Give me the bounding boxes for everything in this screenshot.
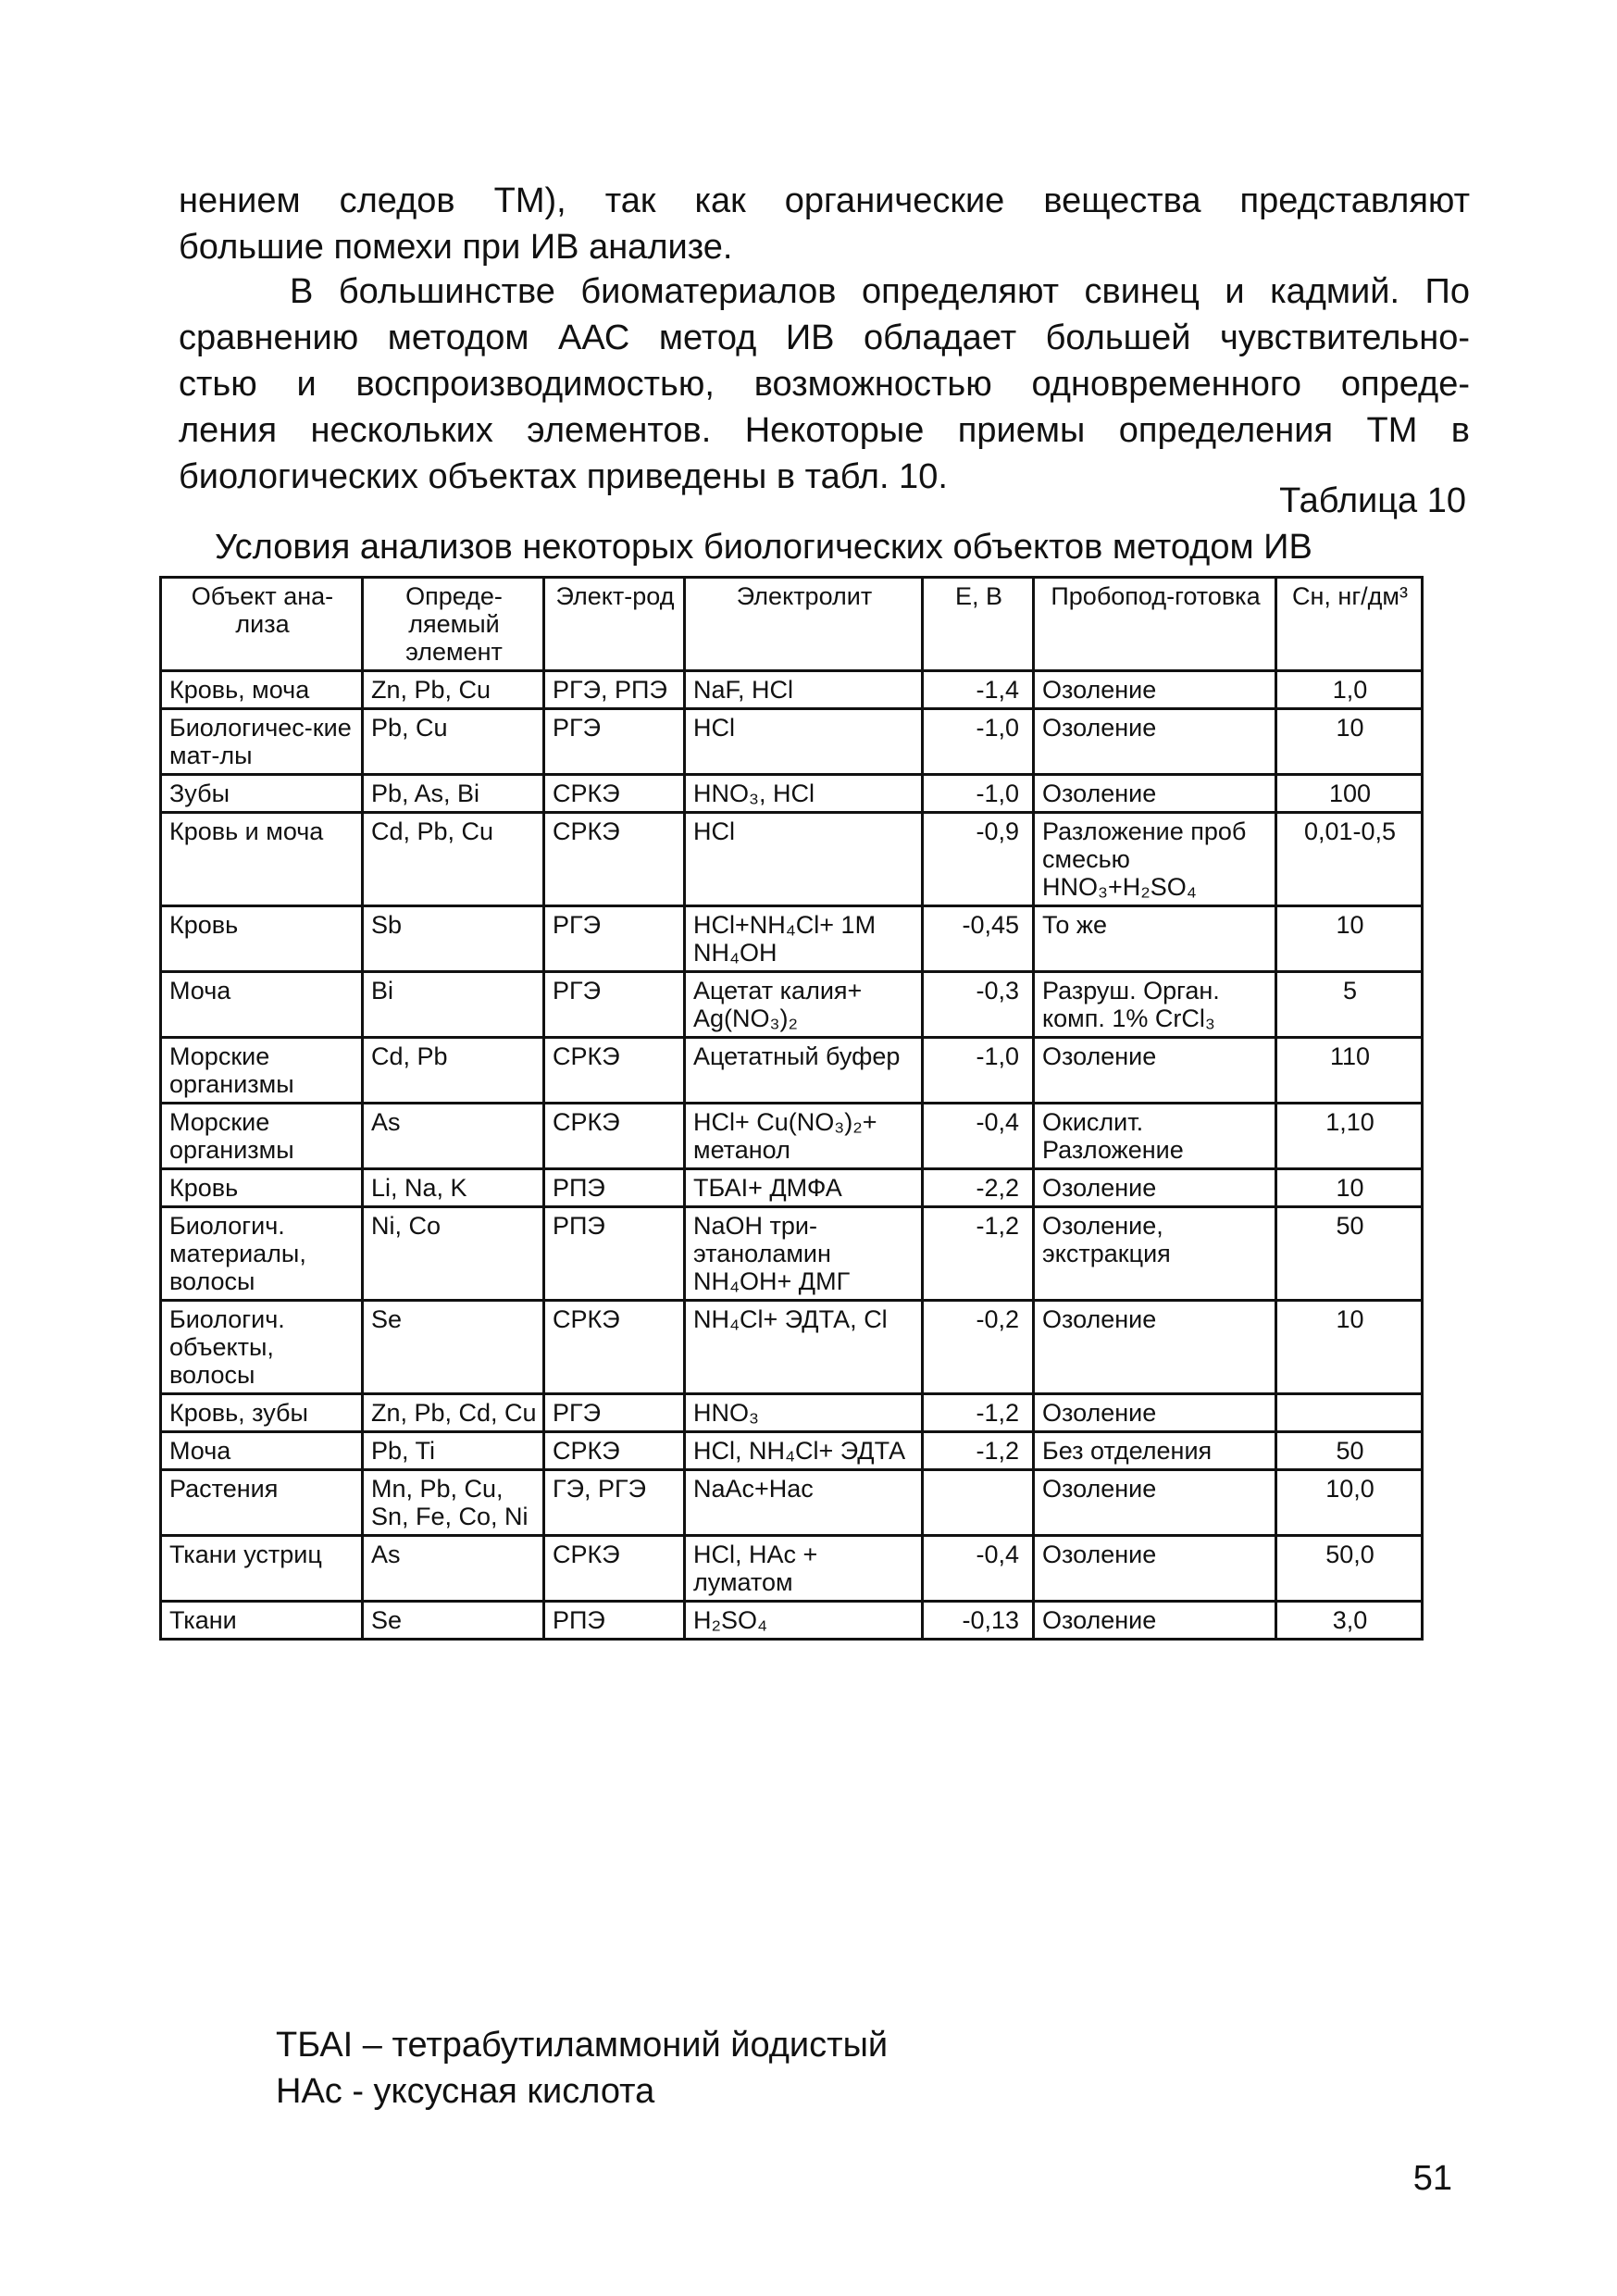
paragraph-line: сравнению методом ААС метод ИВ обладает большей чувствительно- [179,318,1470,357]
element-cell: Pb, As, Bi [363,775,544,813]
column-header: Пробопод-готовка [1034,578,1276,671]
table-row [161,972,1423,1038]
preparation-cell: Озоление [1034,1301,1276,1394]
preparation-cell: Озоление [1034,775,1276,813]
electrolyte-cell: HCl [685,813,923,906]
concentration-cell: 10 [1276,1169,1423,1207]
potential-cell: -1,0 [923,775,1034,813]
element-cell: Bi [363,972,544,1038]
electrode-cell: РПЭ [544,1602,685,1640]
intro-paragraph [179,178,1470,270]
object-cell: Ткани [161,1602,363,1640]
potential-cell: -1,2 [923,1432,1034,1470]
paragraph-line: В большинстве биоматериалов определяют свинец и кадмий. По [290,272,1470,311]
electrolyte-cell: HCl+ Cu(NO₃)₂+ метанол [685,1104,923,1169]
electrolyte-cell: NaOH три-этаноламин NH₄OH+ ДМГ [685,1207,923,1301]
electrolyte-cell: Ацетатный буфер [685,1038,923,1104]
element-cell: Zn, Pb, Cu [363,671,544,709]
potential-cell: -0,13 [923,1602,1034,1640]
preparation-cell: Озоление [1034,1038,1276,1104]
concentration-cell: 1,10 [1276,1104,1423,1169]
element-cell: Cd, Pb, Cu [363,813,544,906]
paragraph-line: биологических объектах приведены в табл. 10. [179,457,948,496]
object-cell: Кровь и моча [161,813,363,906]
table-label: Таблица 10 [1279,481,1466,520]
object-cell: Кровь, моча [161,671,363,709]
electrode-cell: РГЭ [544,1394,685,1432]
column-header: Объект ана-лиза [161,578,363,671]
electrode-cell: РПЭ [544,1207,685,1301]
paragraph-line: большие помехи при ИВ анализе. [179,228,733,267]
preparation-cell: Озоление [1034,1536,1276,1602]
electrolyte-cell: Ацетат калия+ Ag(NO₃)₂ [685,972,923,1038]
object-cell: Растения [161,1470,363,1536]
table-row [161,1169,1423,1207]
paragraph-line: ления нескольких элементов. Некоторые приемы определения ТМ в [179,411,1470,450]
table-header-row [161,578,1423,671]
concentration-cell: 10 [1276,1301,1423,1394]
potential-cell: -0,2 [923,1301,1034,1394]
preparation-cell: Разруш. Орган. комп. 1% CrCl₃ [1034,972,1276,1038]
object-cell: Биологич. материалы, волосы [161,1207,363,1301]
potential-cell [923,1470,1034,1536]
concentration-cell: 10 [1276,906,1423,972]
concentration-cell: 0,01-0,5 [1276,813,1423,906]
preparation-cell: Окислит. Разложение [1034,1104,1276,1169]
electrode-cell: РГЭ [544,972,685,1038]
concentration-cell: 3,0 [1276,1602,1423,1640]
element-cell: Pb, Ti [363,1432,544,1470]
preparation-cell: Озоление, экстракция [1034,1207,1276,1301]
potential-cell: -1,0 [923,709,1034,775]
column-header: Элект-род [544,578,685,671]
electrode-cell: РПЭ [544,1169,685,1207]
concentration-cell: 10,0 [1276,1470,1423,1536]
footnote-hac: НАс - уксусная кислота [276,2072,655,2111]
electrolyte-cell: HCl [685,709,923,775]
electrode-cell: РГЭ [544,709,685,775]
element-cell: Ni, Co [363,1207,544,1301]
analysis-conditions-table [159,576,1424,1641]
potential-cell: -0,3 [923,972,1034,1038]
table-row [161,775,1423,813]
concentration-cell: 5 [1276,972,1423,1038]
element-cell: Li, Na, K [363,1169,544,1207]
element-cell: As [363,1536,544,1602]
column-header: Е, В [923,578,1034,671]
page-number: 51 [1412,2159,1452,2198]
potential-cell: -0,4 [923,1536,1034,1602]
electrode-cell: СРКЭ [544,1104,685,1169]
concentration-cell: 1,0 [1276,671,1423,709]
object-cell: Зубы [161,775,363,813]
object-cell: Морские организмы [161,1038,363,1104]
electrode-cell: РГЭ, РПЭ [544,671,685,709]
table-row [161,1038,1423,1104]
object-cell: Кровь, зубы [161,1394,363,1432]
preparation-cell: Озоление [1034,709,1276,775]
potential-cell: -1,0 [923,1038,1034,1104]
table-row [161,1104,1423,1169]
preparation-cell: Разложение проб смесью HNO₃+H₂SO₄ [1034,813,1276,906]
element-cell: Se [363,1602,544,1640]
element-cell: Pb, Cu [363,709,544,775]
column-header: Электролит [685,578,923,671]
concentration-cell [1276,1394,1423,1432]
concentration-cell: 50,0 [1276,1536,1423,1602]
object-cell: Морские организмы [161,1104,363,1169]
table-row [161,1536,1423,1602]
element-cell: Zn, Pb, Cd, Cu [363,1394,544,1432]
concentration-cell: 10 [1276,709,1423,775]
electrode-cell: СРКЭ [544,1432,685,1470]
electrolyte-cell: HCl, NH₄Cl+ ЭДТА [685,1432,923,1470]
preparation-cell: То же [1034,906,1276,972]
table-row [161,709,1423,775]
preparation-cell: Озоление [1034,1169,1276,1207]
potential-cell: -1,2 [923,1207,1034,1301]
preparation-cell: Озоление [1034,1470,1276,1536]
electrolyte-cell: HNO₃ [685,1394,923,1432]
paragraph-line: нением следов ТМ), так как органические вещества представляют [179,181,1470,220]
electrolyte-cell: HCl+NH₄Cl+ 1M NH₄OH [685,906,923,972]
table-title: Условия анализов некоторых биологических объектов методом ИВ [215,528,1312,567]
table-row [161,671,1423,709]
table-row [161,1207,1423,1301]
concentration-cell: 50 [1276,1432,1423,1470]
preparation-cell: Озоление [1034,1602,1276,1640]
electrode-cell: СРКЭ [544,775,685,813]
electrode-cell: СРКЭ [544,1038,685,1104]
concentration-cell: 50 [1276,1207,1423,1301]
object-cell: Моча [161,1432,363,1470]
potential-cell: -0,45 [923,906,1034,972]
electrode-cell: СРКЭ [544,813,685,906]
concentration-cell: 110 [1276,1038,1423,1104]
element-cell: Cd, Pb [363,1038,544,1104]
table-row [161,1602,1423,1640]
electrolyte-cell: NH₄Cl+ ЭДТА, Cl [685,1301,923,1394]
potential-cell: -0,4 [923,1104,1034,1169]
column-header: Сн, нг/дм³ [1276,578,1423,671]
table-body [161,671,1423,1640]
column-header: Опреде-ляемый элемент [363,578,544,671]
table-row [161,1394,1423,1432]
electrolyte-cell: H₂SO₄ [685,1602,923,1640]
electrode-cell: СРКЭ [544,1301,685,1394]
electrode-cell: СРКЭ [544,1536,685,1602]
potential-cell: -1,2 [923,1394,1034,1432]
concentration-cell: 100 [1276,775,1423,813]
footnote-tbai: ТБАI – тетрабутиламмоний йодистый [276,2026,889,2065]
object-cell: Кровь [161,1169,363,1207]
electrolyte-cell: NaAc+Hac [685,1470,923,1536]
table-row [161,906,1423,972]
preparation-cell: Озоление [1034,1394,1276,1432]
potential-cell: -2,2 [923,1169,1034,1207]
table-row [161,1432,1423,1470]
object-cell: Ткани устриц [161,1536,363,1602]
paragraph-line: стью и воспроизводимостью, возможностью одновременного опреде- [179,365,1470,404]
element-cell: Se [363,1301,544,1394]
potential-cell: -1,4 [923,671,1034,709]
element-cell: As [363,1104,544,1169]
object-cell: Моча [161,972,363,1038]
body-paragraph [179,268,1470,500]
object-cell: Биологичес-кие мат-лы [161,709,363,775]
potential-cell: -0,9 [923,813,1034,906]
element-cell: Mn, Pb, Cu, Sn, Fe, Co, Ni [363,1470,544,1536]
electrolyte-cell: ТБАI+ ДМФА [685,1169,923,1207]
table-row [161,1470,1423,1536]
preparation-cell: Без отделения [1034,1432,1276,1470]
electrolyte-cell: NaF, HCl [685,671,923,709]
preparation-cell: Озоление [1034,671,1276,709]
electrolyte-cell: HCl, HAc + луматом [685,1536,923,1602]
table-row [161,1301,1423,1394]
electrolyte-cell: HNO₃, HCl [685,775,923,813]
element-cell: Sb [363,906,544,972]
electrode-cell: РГЭ [544,906,685,972]
table-row [161,813,1423,906]
object-cell: Кровь [161,906,363,972]
object-cell: Биологич. объекты, волосы [161,1301,363,1394]
electrode-cell: ГЭ, РГЭ [544,1470,685,1536]
